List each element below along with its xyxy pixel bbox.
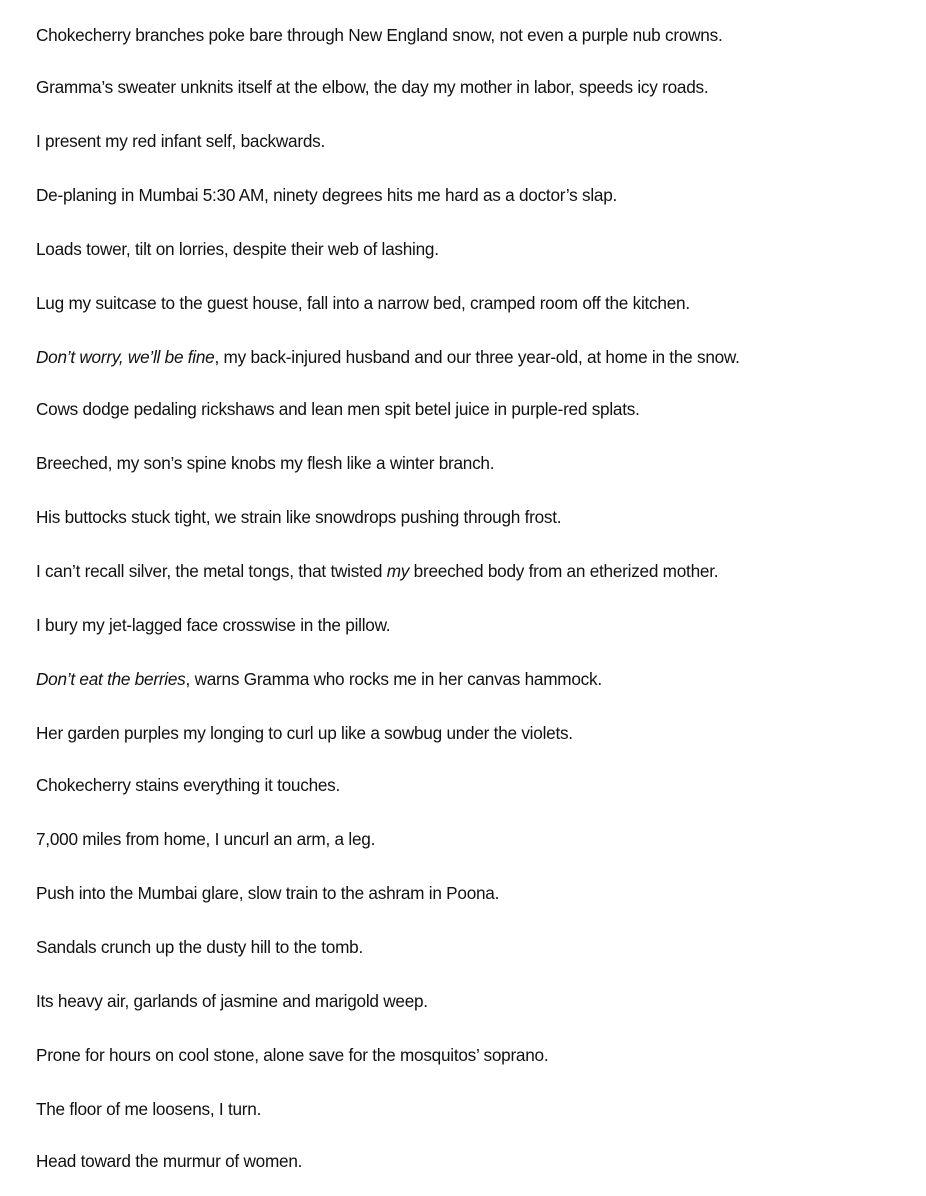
poem-line-10 (36, 506, 561, 528)
italic-quote: Don’t eat the berries (36, 669, 186, 689)
line-text: Sandals crunch up the dusty hill to the tomb. (36, 937, 363, 957)
line-text: De-planing in Mumbai 5:30 AM, ninety degrees hits me hard as a doctor’s slap. (36, 185, 618, 205)
poem-line-16 (36, 828, 375, 850)
line-text: Head toward the murmur of women. (36, 1151, 303, 1171)
poem-line-3 (36, 130, 325, 152)
line-text: Gramma’s sweater unknits itself at the elbow, the day my mother in labor, speeds icy roads. (36, 77, 709, 97)
poem-line-11 (36, 560, 718, 582)
poem-line-20 (36, 1044, 548, 1066)
line-text: The floor of me loosens, I turn. (36, 1099, 262, 1119)
line-text: Lug my suitcase to the guest house, fall into a narrow bed, cramped room off the kitchen. (36, 293, 690, 313)
line-text: , warns Gramma who rocks me in her canvas hammock. (185, 669, 602, 689)
line-text: Loads tower, tilt on lorries, despite their web of lashing. (36, 239, 439, 259)
line-text: breeched body from an etherized mother. (409, 561, 719, 581)
line-text: Chokecherry branches poke bare through New England snow, not even a purple nub crowns. (36, 25, 723, 45)
line-text: Breeched, my son’s spine knobs my flesh like a winter branch. (36, 453, 495, 473)
poem-line-21 (36, 1098, 261, 1120)
poem-line-4 (36, 184, 617, 206)
poem-line-19 (36, 990, 428, 1012)
poem-line-7 (36, 346, 740, 368)
poem-line-15 (36, 774, 340, 796)
line-text: 7,000 miles from home, I uncurl an arm, a leg. (36, 829, 376, 849)
poem-line-14 (36, 722, 573, 744)
poem-line-2 (36, 76, 708, 98)
line-text: I can’t recall silver, the metal tongs, that twisted (36, 561, 387, 581)
line-text: , my back-injured husband and our three year-old, at home in the snow. (214, 347, 740, 367)
poem-line-5 (36, 238, 439, 260)
line-text: Push into the Mumbai glare, slow train to the ashram in Poona. (36, 883, 500, 903)
poem-line-1 (36, 24, 723, 46)
italic-quote: Don’t worry, we’ll be fine (36, 347, 215, 367)
line-text: Her garden purples my longing to curl up like a sowbug under the violets. (36, 723, 573, 743)
line-text: I present my red infant self, backwards. (36, 131, 326, 151)
poem-line-6 (36, 292, 690, 314)
poem-line-9 (36, 452, 494, 474)
poem-line-22 (36, 1150, 302, 1172)
line-text: Its heavy air, garlands of jasmine and marigold weep. (36, 991, 428, 1011)
line-text: Cows dodge pedaling rickshaws and lean men spit betel juice in purple-red splats. (36, 399, 640, 419)
italic-word: my (386, 561, 410, 581)
poem-line-18 (36, 936, 363, 958)
line-text: His buttocks stuck tight, we strain like snowdrops pushing through frost. (36, 507, 562, 527)
poem-line-12 (36, 614, 390, 636)
line-text: Chokecherry stains everything it touches. (36, 775, 341, 795)
line-text: Prone for hours on cool stone, alone save for the mosquitos’ soprano. (36, 1045, 549, 1065)
poem-line-17 (36, 882, 499, 904)
line-text: I bury my jet-lagged face crosswise in the pillow. (36, 615, 391, 635)
poem-line-8 (36, 398, 640, 420)
poem-line-13 (36, 668, 602, 690)
